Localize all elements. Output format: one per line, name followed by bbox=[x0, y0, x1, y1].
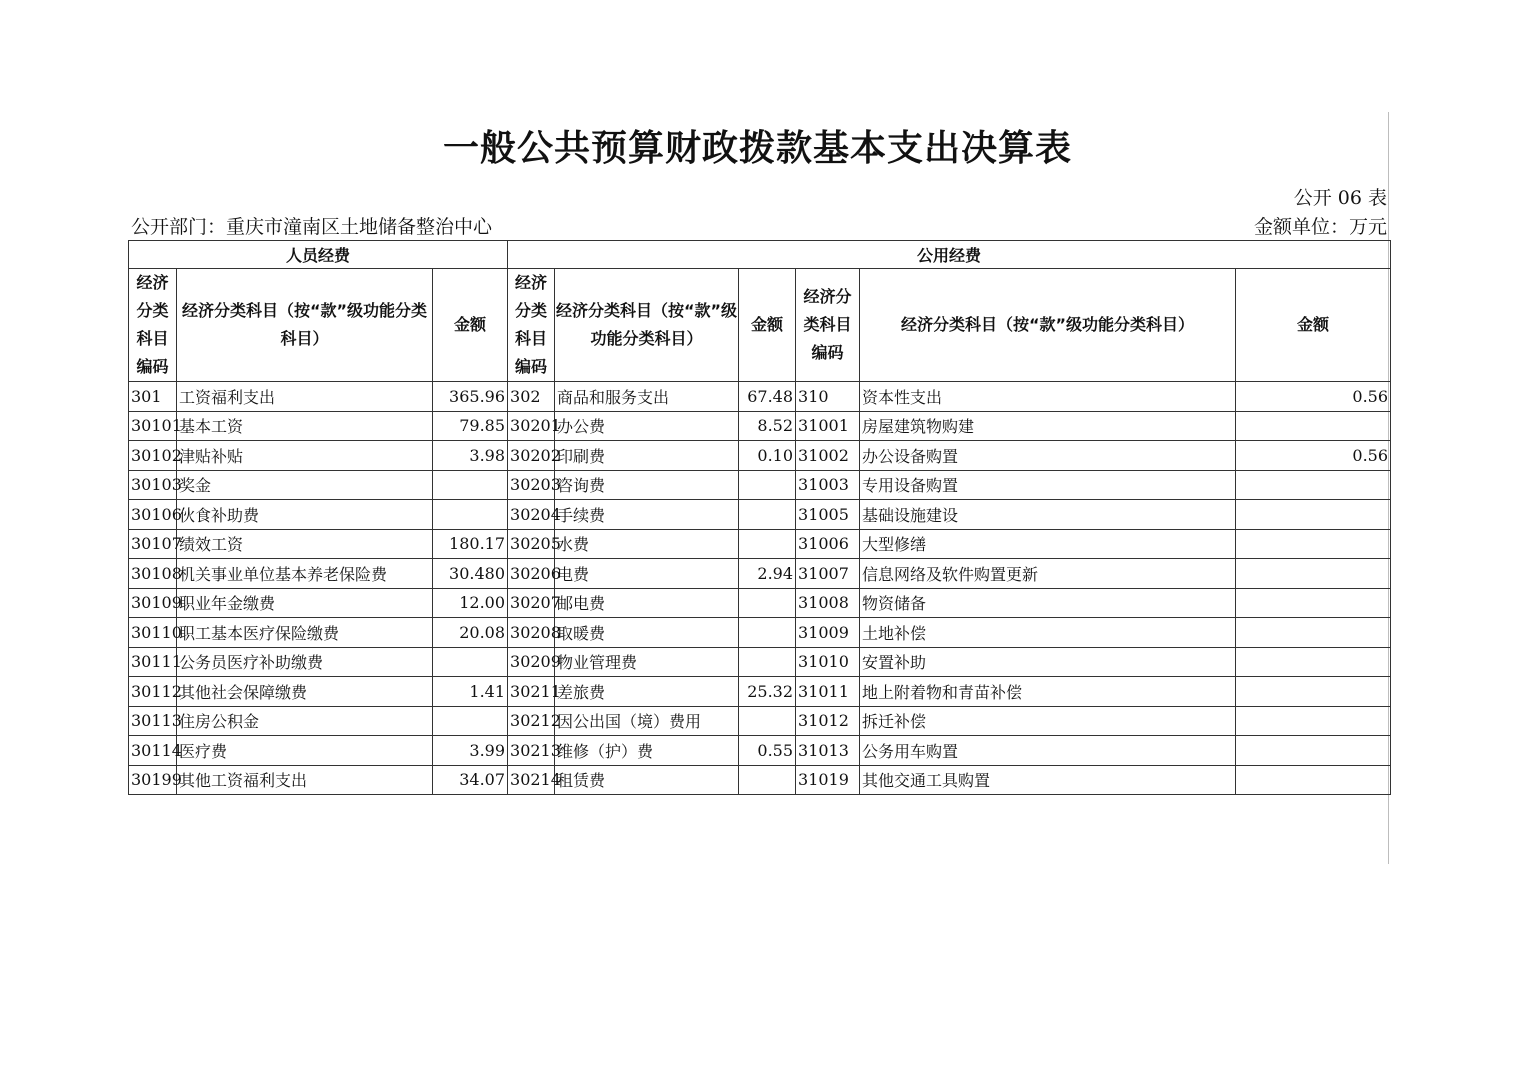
table-row bbox=[129, 618, 1391, 648]
code-cell: 30103 bbox=[129, 470, 177, 500]
subject-cell: 房屋建筑物购建 bbox=[860, 411, 1236, 441]
code-cell: 30207 bbox=[508, 588, 555, 618]
table-row bbox=[129, 470, 1391, 500]
subject-cell: 住房公积金 bbox=[177, 706, 433, 736]
code-cell: 30205 bbox=[508, 529, 555, 559]
amount-cell bbox=[1236, 647, 1391, 677]
subject-cell: 维修（护）费 bbox=[555, 736, 739, 766]
subject-cell: 办公费 bbox=[555, 411, 739, 441]
code-cell: 30112 bbox=[129, 677, 177, 707]
code-cell: 30108 bbox=[129, 559, 177, 589]
section-public: 公用经费 bbox=[508, 241, 1391, 269]
code-cell: 30109 bbox=[129, 588, 177, 618]
code-cell: 30208 bbox=[508, 618, 555, 648]
code-cell: 31011 bbox=[796, 677, 860, 707]
amount-cell: 2.94 bbox=[739, 559, 796, 589]
subject-cell: 办公设备购置 bbox=[860, 441, 1236, 471]
amount-cell: 20.08 bbox=[433, 618, 508, 648]
amount-cell bbox=[433, 470, 508, 500]
code-cell: 30199 bbox=[129, 765, 177, 795]
amount-cell: 12.00 bbox=[433, 588, 508, 618]
amount-cell: 25.32 bbox=[739, 677, 796, 707]
subject-cell: 拆迁补偿 bbox=[860, 706, 1236, 736]
code-cell: 30203 bbox=[508, 470, 555, 500]
amount-cell bbox=[433, 500, 508, 530]
amount-cell bbox=[1236, 411, 1391, 441]
amount-cell: 67.48 bbox=[739, 382, 796, 412]
code-cell: 30212 bbox=[508, 706, 555, 736]
subject-cell: 工资福利支出 bbox=[177, 382, 433, 412]
code-cell: 30202 bbox=[508, 441, 555, 471]
subject-cell: 取暖费 bbox=[555, 618, 739, 648]
amount-cell bbox=[1236, 559, 1391, 589]
code-cell: 302 bbox=[508, 382, 555, 412]
amount-cell bbox=[433, 706, 508, 736]
amount-unit-label: 金额单位：万元 bbox=[1253, 216, 1387, 238]
code-cell: 30106 bbox=[129, 500, 177, 530]
code-cell: 31006 bbox=[796, 529, 860, 559]
subject-cell: 邮电费 bbox=[555, 588, 739, 618]
table-row bbox=[129, 500, 1391, 530]
code-cell: 30206 bbox=[508, 559, 555, 589]
code-cell: 30201 bbox=[508, 411, 555, 441]
subject-cell: 物资储备 bbox=[860, 588, 1236, 618]
table-row bbox=[129, 559, 1391, 589]
page-title: 一般公共预算财政拨款基本支出决算表 bbox=[442, 128, 1072, 169]
code-cell: 30110 bbox=[129, 618, 177, 648]
amount-cell bbox=[1236, 618, 1391, 648]
subject-cell: 其他工资福利支出 bbox=[177, 765, 433, 795]
amount-cell bbox=[1236, 677, 1391, 707]
amount-cell bbox=[1236, 706, 1391, 736]
table-row bbox=[129, 441, 1391, 471]
amount-cell: 365.96 bbox=[433, 382, 508, 412]
table-row bbox=[129, 647, 1391, 677]
section-personnel: 人员经费 bbox=[129, 241, 508, 269]
subject-cell: 物业管理费 bbox=[555, 647, 739, 677]
subject-cell: 资本性支出 bbox=[860, 382, 1236, 412]
amount-cell: 0.56 bbox=[1236, 382, 1391, 412]
header-code-3: 经济分类科目编码 bbox=[796, 269, 860, 382]
amount-cell: 30.480 bbox=[433, 559, 508, 589]
table-row bbox=[129, 382, 1391, 412]
code-cell: 301 bbox=[129, 382, 177, 412]
code-cell: 31002 bbox=[796, 441, 860, 471]
table-row bbox=[129, 529, 1391, 559]
code-cell: 30102 bbox=[129, 441, 177, 471]
amount-cell bbox=[739, 529, 796, 559]
section-header-row bbox=[129, 241, 1391, 269]
subject-cell: 租赁费 bbox=[555, 765, 739, 795]
table-row bbox=[129, 706, 1391, 736]
table-row bbox=[129, 765, 1391, 795]
subject-cell: 医疗费 bbox=[177, 736, 433, 766]
subject-cell: 差旅费 bbox=[555, 677, 739, 707]
code-cell: 31012 bbox=[796, 706, 860, 736]
amount-cell bbox=[739, 765, 796, 795]
amount-cell bbox=[1236, 588, 1391, 618]
code-cell: 30111 bbox=[129, 647, 177, 677]
header-subject-3: 经济分类科目（按“款”级功能分类科目） bbox=[860, 269, 1236, 382]
amount-cell bbox=[1236, 736, 1391, 766]
amount-cell: 79.85 bbox=[433, 411, 508, 441]
subject-cell: 绩效工资 bbox=[177, 529, 433, 559]
column-header-row bbox=[129, 269, 1391, 382]
code-cell: 31010 bbox=[796, 647, 860, 677]
subject-cell: 地上附着物和青苗补偿 bbox=[860, 677, 1236, 707]
subject-cell: 奖金 bbox=[177, 470, 433, 500]
amount-cell bbox=[739, 618, 796, 648]
subject-cell: 伙食补助费 bbox=[177, 500, 433, 530]
subject-cell: 因公出国（境）费用 bbox=[555, 706, 739, 736]
subject-cell: 安置补助 bbox=[860, 647, 1236, 677]
subject-cell: 公务用车购置 bbox=[860, 736, 1236, 766]
subject-cell: 大型修缮 bbox=[860, 529, 1236, 559]
amount-cell: 0.10 bbox=[739, 441, 796, 471]
code-cell: 31005 bbox=[796, 500, 860, 530]
table-row bbox=[129, 736, 1391, 766]
subject-cell: 专用设备购置 bbox=[860, 470, 1236, 500]
code-cell: 31019 bbox=[796, 765, 860, 795]
table-row bbox=[129, 411, 1391, 441]
amount-cell: 0.56 bbox=[1236, 441, 1391, 471]
amount-cell bbox=[739, 588, 796, 618]
header-subject-2: 经济分类科目（按“款”级功能分类科目） bbox=[555, 269, 739, 382]
code-cell: 30204 bbox=[508, 500, 555, 530]
subject-cell: 印刷费 bbox=[555, 441, 739, 471]
subject-cell: 基本工资 bbox=[177, 411, 433, 441]
amount-cell bbox=[739, 647, 796, 677]
amount-cell: 1.41 bbox=[433, 677, 508, 707]
amount-cell: 180.17 bbox=[433, 529, 508, 559]
code-cell: 310 bbox=[796, 382, 860, 412]
subject-cell: 水费 bbox=[555, 529, 739, 559]
subject-cell: 公务员医疗补助缴费 bbox=[177, 647, 433, 677]
subject-cell: 电费 bbox=[555, 559, 739, 589]
header-amount-1: 金额 bbox=[433, 269, 508, 382]
subject-cell: 职业年金缴费 bbox=[177, 588, 433, 618]
amount-cell bbox=[1236, 765, 1391, 795]
code-cell: 30101 bbox=[129, 411, 177, 441]
code-cell: 30113 bbox=[129, 706, 177, 736]
department-label: 公开部门：重庆市潼南区土地储备整治中心 bbox=[131, 216, 493, 238]
table-row bbox=[129, 677, 1391, 707]
header-code-2: 经济分类科目编码 bbox=[508, 269, 555, 382]
table-row bbox=[129, 588, 1391, 618]
code-cell: 31001 bbox=[796, 411, 860, 441]
code-cell: 31003 bbox=[796, 470, 860, 500]
header-subject-1: 经济分类科目（按“款”级功能分类科目） bbox=[177, 269, 433, 382]
code-cell: 30114 bbox=[129, 736, 177, 766]
subject-cell: 手续费 bbox=[555, 500, 739, 530]
subject-cell: 职工基本医疗保险缴费 bbox=[177, 618, 433, 648]
amount-cell bbox=[433, 647, 508, 677]
amount-cell: 3.98 bbox=[433, 441, 508, 471]
code-cell: 31009 bbox=[796, 618, 860, 648]
expenditure-table bbox=[128, 240, 1391, 795]
code-cell: 31008 bbox=[796, 588, 860, 618]
amount-cell: 3.99 bbox=[433, 736, 508, 766]
amount-cell: 8.52 bbox=[739, 411, 796, 441]
subject-cell: 其他社会保障缴费 bbox=[177, 677, 433, 707]
code-cell: 31007 bbox=[796, 559, 860, 589]
header-amount-3: 金额 bbox=[1236, 269, 1391, 382]
form-number: 公开 06 表 bbox=[1293, 187, 1387, 209]
amount-cell: 0.55 bbox=[739, 736, 796, 766]
code-cell: 30214 bbox=[508, 765, 555, 795]
subject-cell: 咨询费 bbox=[555, 470, 739, 500]
amount-cell bbox=[739, 500, 796, 530]
subject-cell: 基础设施建设 bbox=[860, 500, 1236, 530]
code-cell: 31013 bbox=[796, 736, 860, 766]
subject-cell: 其他交通工具购置 bbox=[860, 765, 1236, 795]
amount-cell bbox=[1236, 470, 1391, 500]
subject-cell: 商品和服务支出 bbox=[555, 382, 739, 412]
amount-cell bbox=[1236, 529, 1391, 559]
code-cell: 30211 bbox=[508, 677, 555, 707]
amount-cell bbox=[739, 470, 796, 500]
code-cell: 30209 bbox=[508, 647, 555, 677]
amount-cell: 34.07 bbox=[433, 765, 508, 795]
code-cell: 30107 bbox=[129, 529, 177, 559]
header-code-1: 经济分类科目编码 bbox=[129, 269, 177, 382]
subject-cell: 土地补偿 bbox=[860, 618, 1236, 648]
subject-cell: 信息网络及软件购置更新 bbox=[860, 559, 1236, 589]
table-body bbox=[129, 382, 1391, 795]
amount-cell bbox=[1236, 500, 1391, 530]
header-amount-2: 金额 bbox=[739, 269, 796, 382]
amount-cell bbox=[739, 706, 796, 736]
subject-cell: 津贴补贴 bbox=[177, 441, 433, 471]
subject-cell: 机关事业单位基本养老保险费 bbox=[177, 559, 433, 589]
code-cell: 30213 bbox=[508, 736, 555, 766]
